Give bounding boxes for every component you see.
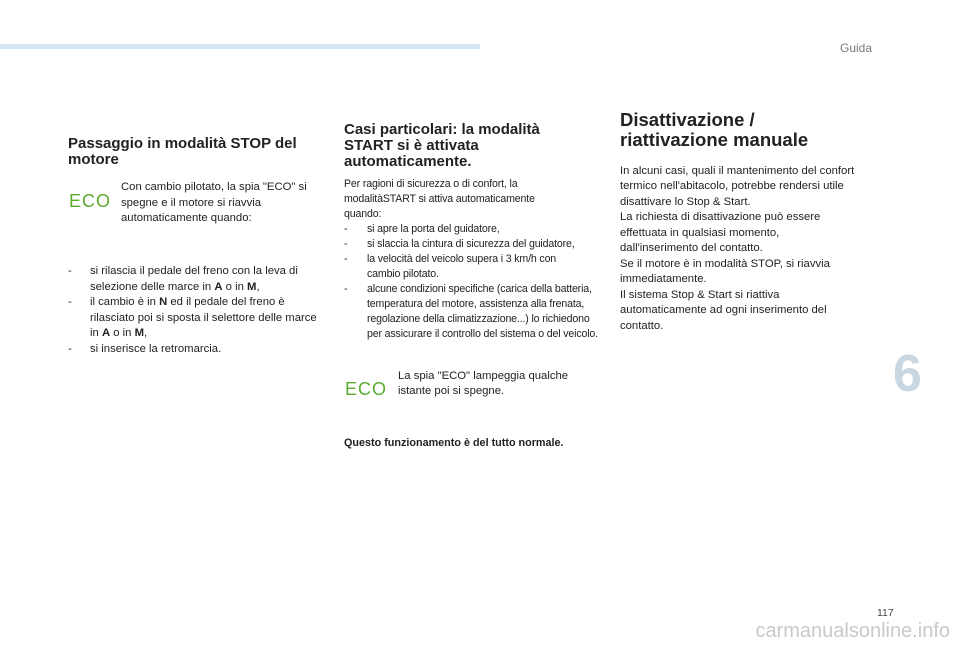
heading-manual-toggle: Disattivazione / riattivazione manuale bbox=[620, 109, 809, 150]
eco-warning-light-icon: ECO bbox=[69, 191, 112, 212]
list-item: - il cambio è in N ed il pedale del freno è rilasciato poi si sposta il selettore delle marce in A o in M, bbox=[68, 295, 318, 342]
column-special-cases bbox=[344, 122, 606, 451]
watermark-text: carmanualsonline.info bbox=[755, 620, 950, 642]
column-manual-toggle bbox=[620, 110, 880, 334]
eco-warning-light-icon: ECO bbox=[345, 378, 388, 399]
chapter-number: 6 bbox=[893, 345, 922, 403]
special-cases-intro: Per ragioni di sicurezza o di confort, la modalitàSTART si attiva automaticamente quando: bbox=[344, 177, 535, 220]
special-cases-list bbox=[344, 222, 604, 342]
page-number: 117 bbox=[877, 607, 894, 619]
list-item: - si inserisce la retromarcia. bbox=[68, 342, 318, 358]
stop-mode-conditions-list bbox=[68, 264, 318, 357]
manual-toggle-body bbox=[620, 164, 878, 335]
eco-blink-text: La spia "ECO" lampeggia qualche istante poi si spegne. bbox=[398, 369, 569, 398]
paragraph: La richiesta di disattivazione può essere effettuata in qualsiasi momento, dall'inserimento del contatto. bbox=[620, 211, 821, 255]
heading-stop-mode: Passaggio in modalità STOP del motore bbox=[68, 135, 297, 169]
stop-mode-intro: Con cambio pilotato, la spia "ECO" si spegne e il motore si riavvia automaticamente quando: bbox=[121, 181, 307, 225]
list-item: - si apre la porta del guidatore, bbox=[344, 222, 604, 237]
column-stop-mode bbox=[68, 136, 318, 357]
eco-info-block bbox=[68, 180, 318, 238]
paragraph: Il sistema Stop & Start si riattiva automaticamente ad ogni inserimento del contatto. bbox=[620, 288, 827, 332]
paragraph: In alcuni casi, quali il mantenimento del confort termico nell'abitacolo, potrebbe rendersi utile disattivare lo Stop & Start. bbox=[620, 164, 855, 208]
list-item: - si slaccia la cintura di sicurezza del guidatore, bbox=[344, 237, 604, 252]
paragraph: Se il motore è in modalità STOP, si riavvia immediatamente. bbox=[620, 257, 830, 286]
top-accent-bar bbox=[0, 44, 480, 49]
section-label: Guida bbox=[840, 41, 873, 55]
list-item: - si rilascia il pedale del freno con la leva di selezione delle marce in A o in M, bbox=[68, 264, 318, 295]
heading-special-cases: Casi particolari: la modalità START si è attivata automaticamente. bbox=[344, 121, 540, 171]
list-item: - la velocità del veicolo supera i 3 km/h con cambio pilotato. bbox=[344, 252, 604, 282]
list-item: - alcune condizioni specifiche (carica della batteria, temperatura del motore, assistenza alla frenata, regolazione della climatizzazione...) lo richiedono per assicurare il controllo del sistema o del veicolo. bbox=[344, 282, 604, 342]
normal-operation-note: Questo funzionamento è del tutto normale. bbox=[344, 436, 564, 449]
eco-blink-block bbox=[344, 369, 606, 411]
